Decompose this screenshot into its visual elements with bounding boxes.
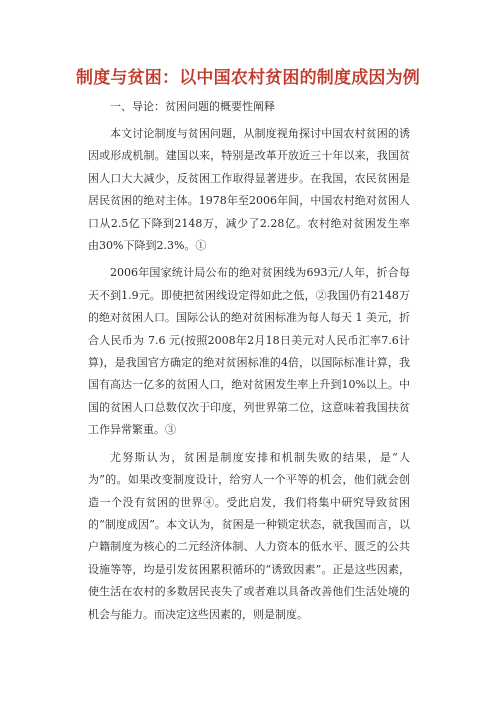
paragraph-2: 2006年国家统计局公布的绝对贫困线为693元/人年，折合每天不到1.9元。即使把贫困线设定得如此之低，②我国仍有2148万的绝对贫困人口。国际公认的绝对贫困标准为每人每天 1 美元，折合人民币为 7.6 元(按照2008年2月18日美元对人民币汇率7.6计算)，是我国官方确定的绝对贫困标准的4倍，以国际标准计算，我国有高达一亿多的贫困人口，绝对贫困发生率上升到10%以上。中国的贫困人口总数仅次于印度，列世界第二位，这意味着我国扶贫工作异常繁重。③ — [88, 266, 410, 437]
paragraph-1: 本文讨论制度与贫困问题，从制度视角探讨中国农村贫困的诱因或形成机制。建国以来，特别是改革开放近三十年以来，我国贫困人口大大减少，反贫困工作取得显著进步。在我国，农民贫困是居民贫困的绝对主体。1978年至2006年间，中国农村绝对贫困人口从2.5亿下降到2148万，减少了2.28亿。农村绝对贫困发生率由30%下降到2.3%。① — [88, 127, 410, 253]
section-heading: 一、导论：贫困问题的概要性阐释 — [110, 100, 275, 113]
document-body — [88, 96, 410, 631]
paragraph-3: 尤努斯认为，贫困是制度安排和机制失败的结果，是“人为”的。如果改变制度设计，给穷人一个平等的机会，他们就会创造一个没有贫困的世界④。受此启发，我们将集中研究导致贫困的“制度成因”。本文认为，贫困是一种锁定状态，就我国而言，以户籍制度为核心的二元经济体制、人力资本的低水平、匮乏的公共设施等等，均是引发贫困累积循环的“诱致因素”。正是这些因素，使生活在农村的多数居民丧失了或者难以具备改善他们生活处境的机会与能力。而决定这些因素的，则是制度。 — [88, 450, 410, 621]
document-title: 制度与贫困：以中国农村贫困的制度成因为例 — [76, 68, 420, 88]
